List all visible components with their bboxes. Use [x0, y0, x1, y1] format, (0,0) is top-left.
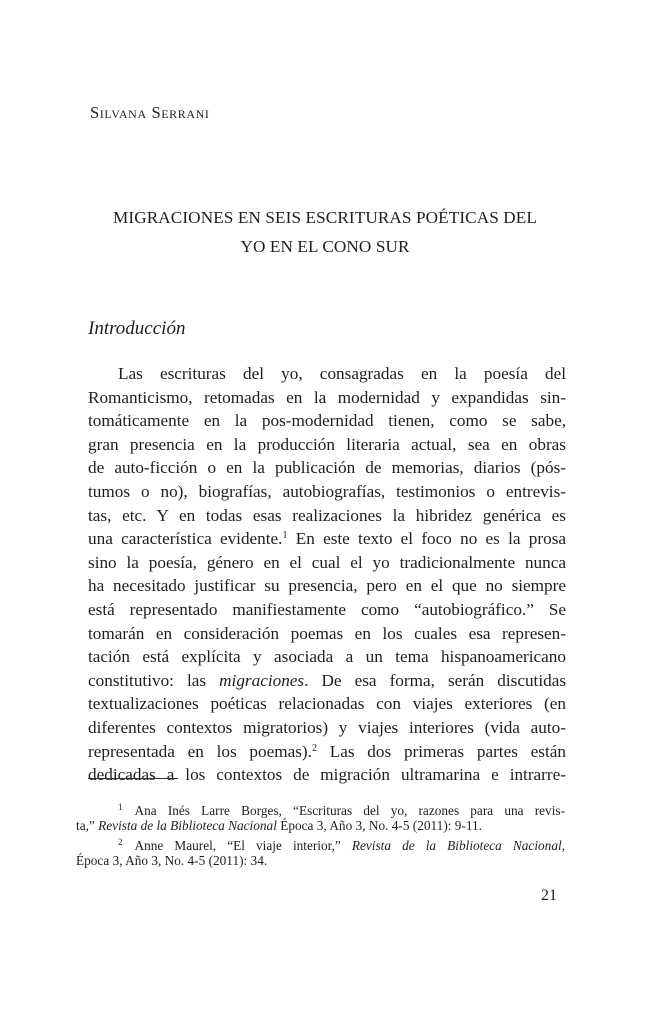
body-line: sino la poesía, género en el cual el yo tradicionalmente nunca [88, 552, 566, 572]
body-line: tomáticamente en la pos-modernidad tienen, como se sabe, [88, 411, 566, 431]
body-text-run: una característica evidente. [88, 529, 283, 549]
footnote-2-line [76, 834, 565, 852]
footnote-text: ta,” [76, 817, 99, 833]
footnote-1-line [76, 817, 565, 835]
body-line: diferentes contextos migratorios) y viajes interiores (vida auto- [88, 717, 566, 737]
emphasis-text: migraciones [219, 670, 305, 690]
footnote-1-marker: 1 [118, 802, 123, 812]
body-line: dedicadas a los contextos de migración ultramarina e intrarre- [88, 765, 566, 785]
body-text-run: Las dos primeras partes están [316, 741, 566, 761]
body-line: Las escrituras del yo, consagradas en la poesía del [118, 364, 566, 383]
footnote-divider [88, 778, 178, 779]
footnote-text: Anne Maurel, “El viaje interior,” [134, 838, 352, 854]
page-number: 21 [541, 887, 557, 904]
body-line [88, 669, 566, 693]
footnote-1-line [76, 799, 565, 817]
footnote-ref-1[interactable]: 1 [282, 530, 288, 542]
body-text-run: . De esa forma, serán discutidas [304, 670, 567, 690]
chapter-title [84, 203, 566, 261]
section-heading: Introducción [88, 318, 186, 339]
body-line: textualizaciones poéticas relacionadas con viajes exteriores (en [88, 694, 566, 714]
footnote-ref-2[interactable]: 2 [311, 742, 317, 754]
body-text-run: constitutivo: las [88, 670, 220, 690]
body-line: de auto-ficción o en la publicación de memorias, diarios (pós- [88, 458, 566, 478]
body-line: Romanticismo, retomadas en la modernidad y expandidas sin- [88, 387, 566, 407]
body-line: tomarán en consideración poemas en los cuales esa represen- [88, 623, 566, 643]
body-paragraph [88, 362, 566, 787]
footnote-text: Época 3, Año 3, No. 4-5 (2011): 9-11. [276, 817, 482, 833]
body-line: está representado manifiestamente como “autobiográfico.” Se [88, 599, 566, 619]
body-line: tumos o no), biografías, autobiografías, testimonios o entrevis- [88, 481, 566, 501]
footnote-journal-title: Revista de la Biblioteca Nacional, [351, 838, 565, 854]
body-line [88, 527, 566, 551]
chapter-title-line-2: YO EN EL CONO SUR [240, 237, 410, 256]
footnotes [76, 799, 565, 869]
footnote-journal-title: Revista de la Biblioteca Nacional [98, 817, 277, 833]
body-line [88, 740, 566, 764]
body-text-run: representada en los poemas). [88, 741, 312, 761]
body-line: tas, etc. Y en todas esas realizaciones la hibridez genérica es [88, 505, 566, 525]
author-name: Silvana Serrani [90, 103, 210, 122]
footnote-2-marker: 2 [118, 837, 123, 848]
body-line: gran presencia en la producción literaria actual, sea en obras [88, 434, 566, 454]
body-line: ha necesitado justificar su presencia, pero en el que no siempre [88, 576, 566, 596]
footnote-text: Ana Inés Larre Borges, “Escrituras del yo, razones para una revis- [134, 803, 565, 818]
body-line: tación está explícita y asociada a un tema hispanoamericano [88, 647, 566, 667]
body-text-run: En este texto el foco no es la prosa [287, 529, 567, 549]
chapter-title-line-1: MIGRACIONES EN SEIS ESCRITURAS POÉTICAS DEL [113, 208, 537, 227]
footnote-2-line: Época 3, Año 3, No. 4-5 (2011): 34. [76, 852, 268, 868]
